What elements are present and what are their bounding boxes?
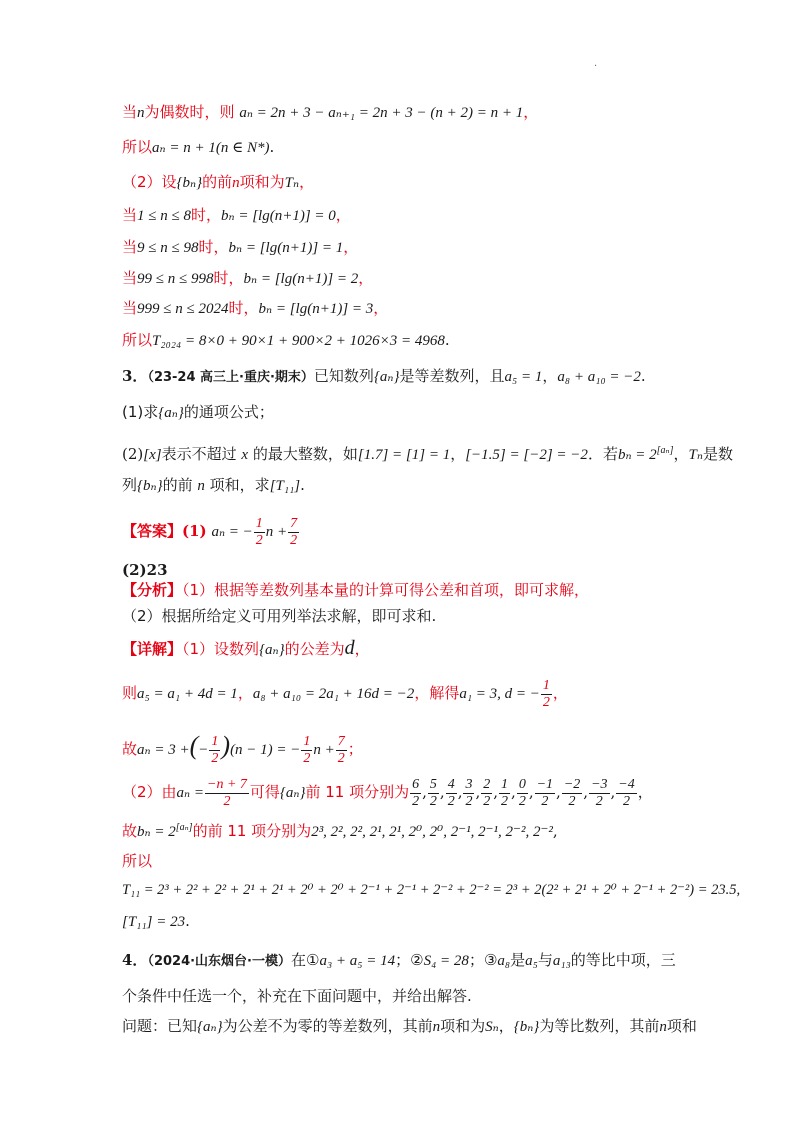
fraction xyxy=(541,678,552,711)
numerator: 1 xyxy=(211,733,219,749)
text: 表示不超过 xyxy=(161,445,237,463)
comma: , xyxy=(610,783,616,801)
line-t2024-sum xyxy=(122,330,450,351)
fraction xyxy=(205,777,249,810)
analysis-1 xyxy=(122,580,589,600)
math: a₁₃ xyxy=(552,953,571,969)
math: ) xyxy=(221,731,231,760)
text: 所以 xyxy=(122,138,153,156)
denominator: 2 xyxy=(623,793,631,809)
fraction-term xyxy=(428,777,439,810)
detail-tag: 【详解】 xyxy=(122,640,183,658)
comma: , xyxy=(493,783,499,801)
line-case-2 xyxy=(122,237,358,258)
text: 项和，求 xyxy=(209,476,270,494)
math: a₃ + a₅ = 14 xyxy=(319,953,396,969)
question-3-part-1 xyxy=(122,402,274,423)
text: 是等差数列，且 xyxy=(399,367,505,385)
fraction xyxy=(336,734,347,767)
math: aₙ = − xyxy=(211,524,253,540)
text: (1)求 xyxy=(122,403,159,421)
math: a₈ + a₁₀ = 2a₁ + 16d = −2 xyxy=(252,686,415,702)
numerator: 2 xyxy=(483,776,491,792)
numerator: 1 xyxy=(255,515,263,531)
math: {bₙ} xyxy=(513,1019,540,1035)
numerator: 6 xyxy=(412,776,420,792)
math: 1 ≤ n ≤ 8 xyxy=(137,208,191,224)
detail-4 xyxy=(122,772,653,813)
text: ， xyxy=(523,103,539,121)
math: (n − 1) = − xyxy=(230,742,301,758)
text: 列 xyxy=(122,476,138,494)
math: [−1.5] = [−2] = −2 xyxy=(465,447,588,463)
line-even-case xyxy=(122,102,538,123)
fraction xyxy=(254,516,265,549)
text: ， xyxy=(335,206,351,224)
text: 为等比数列，其前 xyxy=(539,1017,660,1035)
text: ；② xyxy=(395,951,424,969)
text: 是 xyxy=(510,951,526,969)
comma: , xyxy=(457,783,463,801)
fraction-term xyxy=(517,777,528,810)
line-case-1 xyxy=(122,205,351,226)
denominator: 2 xyxy=(211,750,219,766)
math: a₅ xyxy=(525,953,538,969)
text: （2）设 xyxy=(122,173,177,191)
numerator: 7 xyxy=(337,733,345,749)
math: n + xyxy=(265,524,288,540)
text: (1) xyxy=(182,522,207,540)
math: [T₁₁] = 23 xyxy=(122,914,186,930)
text: 的等比中项，三 xyxy=(570,951,676,969)
text: 所以 xyxy=(122,331,153,349)
question-4-line-2: 个条件中任选一个，补充在下面问题中，并给出解答. xyxy=(122,987,472,1005)
question-3-part-2 xyxy=(122,441,733,465)
fraction-term xyxy=(481,777,492,810)
question-3 xyxy=(122,366,646,388)
math: a₅ = 1 xyxy=(504,369,543,385)
math: − xyxy=(198,742,209,758)
answer-tag: 【答案】 xyxy=(122,522,183,540)
denominator: 2 xyxy=(447,793,455,809)
math: n xyxy=(197,478,205,494)
text: 为偶数时，则 xyxy=(144,103,235,121)
text: 项和为 xyxy=(440,1017,486,1035)
math: ( xyxy=(189,731,199,760)
detail-3 xyxy=(122,726,363,770)
text: 问题：已知 xyxy=(122,1017,198,1035)
text: . xyxy=(300,476,305,494)
text: ， xyxy=(498,1017,514,1035)
text: 在① xyxy=(291,951,320,969)
math: T₂₀₂₄ = 8×0 + 90×1 + 900×2 + 1026×3 = 4968 xyxy=(152,333,445,349)
line-part2-intro xyxy=(122,172,314,193)
math: {bₙ} xyxy=(137,478,163,494)
math: x xyxy=(241,447,249,463)
answer-line xyxy=(122,514,300,550)
math: a₁ = 3, d = − xyxy=(459,686,540,702)
numerator: −2 xyxy=(563,776,581,792)
answer-part-2: (2)23 xyxy=(122,561,168,579)
page-marker: . xyxy=(594,58,598,69)
numerator: 7 xyxy=(290,515,298,531)
fraction-list xyxy=(409,776,638,809)
text: ， xyxy=(237,684,253,702)
numerator: −n + 7 xyxy=(207,776,247,792)
text: , xyxy=(552,822,558,840)
math: {aₙ} xyxy=(259,642,285,658)
math: 9 ≤ n ≤ 98 xyxy=(137,240,199,256)
text: ， xyxy=(637,783,653,801)
numerator: 1 xyxy=(542,677,550,693)
math: Sₙ xyxy=(485,1019,499,1035)
text: 故 xyxy=(122,740,138,758)
fraction-term xyxy=(410,777,421,810)
text: . xyxy=(269,138,275,156)
question-source: （23-24 高三上·重庆·期末） xyxy=(147,370,314,385)
fraction-term xyxy=(589,777,609,810)
question-4-line-3 xyxy=(122,1016,697,1037)
math: bₙ = 2 xyxy=(617,447,657,463)
math: bₙ = [lg(n+1)] = 2 xyxy=(243,271,359,287)
math: a₈ xyxy=(497,953,511,969)
text: 与 xyxy=(537,951,553,969)
text: . xyxy=(444,331,450,349)
analysis-tag: 【分析】 xyxy=(122,581,183,599)
line-an-formula xyxy=(122,137,274,158)
denominator: 2 xyxy=(255,532,263,548)
text: ， xyxy=(299,173,315,191)
denominator: 2 xyxy=(483,793,491,809)
comma: , xyxy=(475,783,481,801)
text: (2) xyxy=(122,445,144,463)
text: 当 xyxy=(122,103,138,121)
denominator: 2 xyxy=(223,793,231,809)
comma: , xyxy=(511,783,516,801)
math: [aₙ] xyxy=(656,445,674,456)
numerator: 4 xyxy=(447,776,455,792)
denominator: 2 xyxy=(465,793,473,809)
fraction-term xyxy=(535,777,555,810)
text: 的前 xyxy=(162,476,193,494)
question-number: 4． xyxy=(122,951,148,969)
math: aₙ = 3 + xyxy=(137,742,190,758)
comma: , xyxy=(528,783,534,801)
detail-2 xyxy=(122,676,568,711)
comma: , xyxy=(422,783,427,801)
math: aₙ = n + 1(n ∈ N*) xyxy=(152,140,270,156)
denominator: 2 xyxy=(290,532,298,548)
text: 的前 xyxy=(202,173,233,191)
text: （1）根据等差数列基本量的计算可得公差和首项，即可求解， xyxy=(182,581,590,599)
text: ， xyxy=(373,299,389,317)
math: 2³, 2², 2², 2¹, 2¹, 2⁰, 2⁰, 2⁻¹, 2⁻¹, 2⁻², 2⁻² xyxy=(311,824,553,840)
text: ， xyxy=(343,238,359,256)
fraction-term xyxy=(463,777,474,810)
text: ， xyxy=(673,445,689,463)
text: ， xyxy=(354,640,370,658)
text: （1）设数列 xyxy=(182,640,260,658)
question-number: 3． xyxy=(122,367,148,385)
text: 项和为 xyxy=(239,173,285,191)
denominator: 2 xyxy=(542,694,550,710)
math: {aₙ} xyxy=(373,369,400,385)
math: n xyxy=(432,1019,441,1035)
detail-7: T₁₁ = 2³ + 2² + 2² + 2¹ + 2¹ + 2⁰ + 2⁰ + 2⁻¹ + 2⁻¹ + 2⁻² + 2⁻² = 2³ + 2(2² + 2¹ + 2⁰ + 2⁻¹ + 2⁻²) = 23.5, xyxy=(122,882,741,898)
text: 时， xyxy=(190,206,221,224)
text: 前 11 项分别为 xyxy=(305,783,410,801)
math: {bₙ} xyxy=(176,175,203,191)
math: {aₙ} xyxy=(158,405,184,421)
text: ； xyxy=(347,740,363,758)
math: Tₙ xyxy=(284,175,300,191)
math: [T₁₁] xyxy=(269,478,301,494)
fraction xyxy=(288,516,299,549)
text: 的公差为 xyxy=(284,640,345,658)
text: 则 xyxy=(122,684,138,702)
fraction-term xyxy=(499,777,510,810)
text: 的前 11 项分别为 xyxy=(192,822,312,840)
text: 时， xyxy=(228,299,259,317)
numerator: 3 xyxy=(465,776,473,792)
numerator: −3 xyxy=(591,776,608,792)
math: n + xyxy=(313,742,335,758)
math: n xyxy=(232,175,240,191)
text: ， xyxy=(358,269,374,287)
text: 当 xyxy=(122,269,138,287)
math: n xyxy=(137,105,145,121)
math: {aₙ} xyxy=(197,1019,223,1035)
text: 为公差不为零的等差数列，其前 xyxy=(222,1017,433,1035)
text: ．若 xyxy=(587,445,618,463)
math: {aₙ} xyxy=(279,785,306,801)
text: ；③ xyxy=(468,951,498,969)
math: bₙ = [lg(n+1)] = 3 xyxy=(258,301,374,317)
numerator: 1 xyxy=(303,733,311,749)
fraction-term xyxy=(616,777,636,810)
detail-6: 所以 xyxy=(122,852,153,870)
text: （2）由 xyxy=(122,783,177,801)
text: ， xyxy=(552,684,568,702)
math: a₈ + a₁₀ = −2 xyxy=(557,369,641,385)
numerator: 1 xyxy=(501,776,509,792)
text: 当 xyxy=(122,238,138,256)
math: [aₙ] xyxy=(175,822,193,833)
text: . xyxy=(185,912,190,930)
question-source: （2024·山东烟台·一模） xyxy=(147,954,291,969)
line-case-4 xyxy=(122,298,388,319)
detail-1 xyxy=(122,638,370,660)
numerator: 0 xyxy=(518,776,526,792)
text: ， xyxy=(542,367,558,385)
question-4 xyxy=(122,950,676,972)
line-case-3 xyxy=(122,268,373,289)
denominator: 2 xyxy=(429,793,437,809)
denominator: 2 xyxy=(303,750,311,766)
denominator: 2 xyxy=(518,793,526,809)
denominator: 2 xyxy=(412,793,420,809)
math: aₙ = xyxy=(176,785,204,801)
comma: , xyxy=(583,783,589,801)
fraction-term xyxy=(446,777,457,810)
math: bₙ = [lg(n+1)] = 1 xyxy=(228,240,344,256)
math: d xyxy=(344,637,355,659)
detail-8 xyxy=(122,911,190,932)
text: 可得 xyxy=(249,783,280,801)
numerator: 5 xyxy=(429,776,437,792)
fraction xyxy=(209,734,220,767)
text: 的通项公式； xyxy=(183,403,274,421)
text: 时， xyxy=(213,269,244,287)
denominator: 2 xyxy=(541,793,549,809)
denominator: 2 xyxy=(337,750,345,766)
text: 项和 xyxy=(666,1017,697,1035)
text: 已知数列 xyxy=(313,367,374,385)
fraction-term xyxy=(562,777,582,810)
math: aₙ = 2n + 3 − aₙ₊₁ = 2n + 3 − (n + 2) = n + 1 xyxy=(239,105,524,121)
math: Tₙ xyxy=(688,447,703,463)
text: 故 xyxy=(122,822,138,840)
denominator: 2 xyxy=(595,793,603,809)
text: ， xyxy=(450,445,466,463)
denominator: 2 xyxy=(568,793,576,809)
comma: , xyxy=(556,783,561,801)
math: [1.7] = [1] = 1 xyxy=(357,447,451,463)
math: S₄ = 28 xyxy=(423,953,469,969)
math: [x] xyxy=(143,447,162,463)
numerator: −4 xyxy=(618,776,635,792)
math: a₅ = a₁ + 4d = 1 xyxy=(137,686,238,702)
text: 当 xyxy=(122,299,138,317)
comma: , xyxy=(439,783,445,801)
math: n xyxy=(659,1019,667,1035)
numerator: −1 xyxy=(536,776,554,792)
analysis-2: （2）根据所给定义可用列举法求解，即可求和. xyxy=(122,607,437,625)
math: bₙ = [lg(n+1)] = 0 xyxy=(221,208,336,224)
text: . xyxy=(640,367,646,385)
math: 99 ≤ n ≤ 998 xyxy=(137,271,214,287)
detail-5 xyxy=(122,818,558,842)
text: 当 xyxy=(122,206,138,224)
math: bₙ = 2 xyxy=(137,824,176,840)
fraction xyxy=(301,734,312,767)
math: 999 ≤ n ≤ 2024 xyxy=(137,301,229,317)
question-3-part-2-cont xyxy=(122,475,305,496)
text: 是数 xyxy=(702,445,733,463)
text: 时， xyxy=(198,238,229,256)
denominator: 2 xyxy=(501,793,509,809)
text: ，解得 xyxy=(414,684,460,702)
text: 的最大整数，如 xyxy=(252,445,358,463)
